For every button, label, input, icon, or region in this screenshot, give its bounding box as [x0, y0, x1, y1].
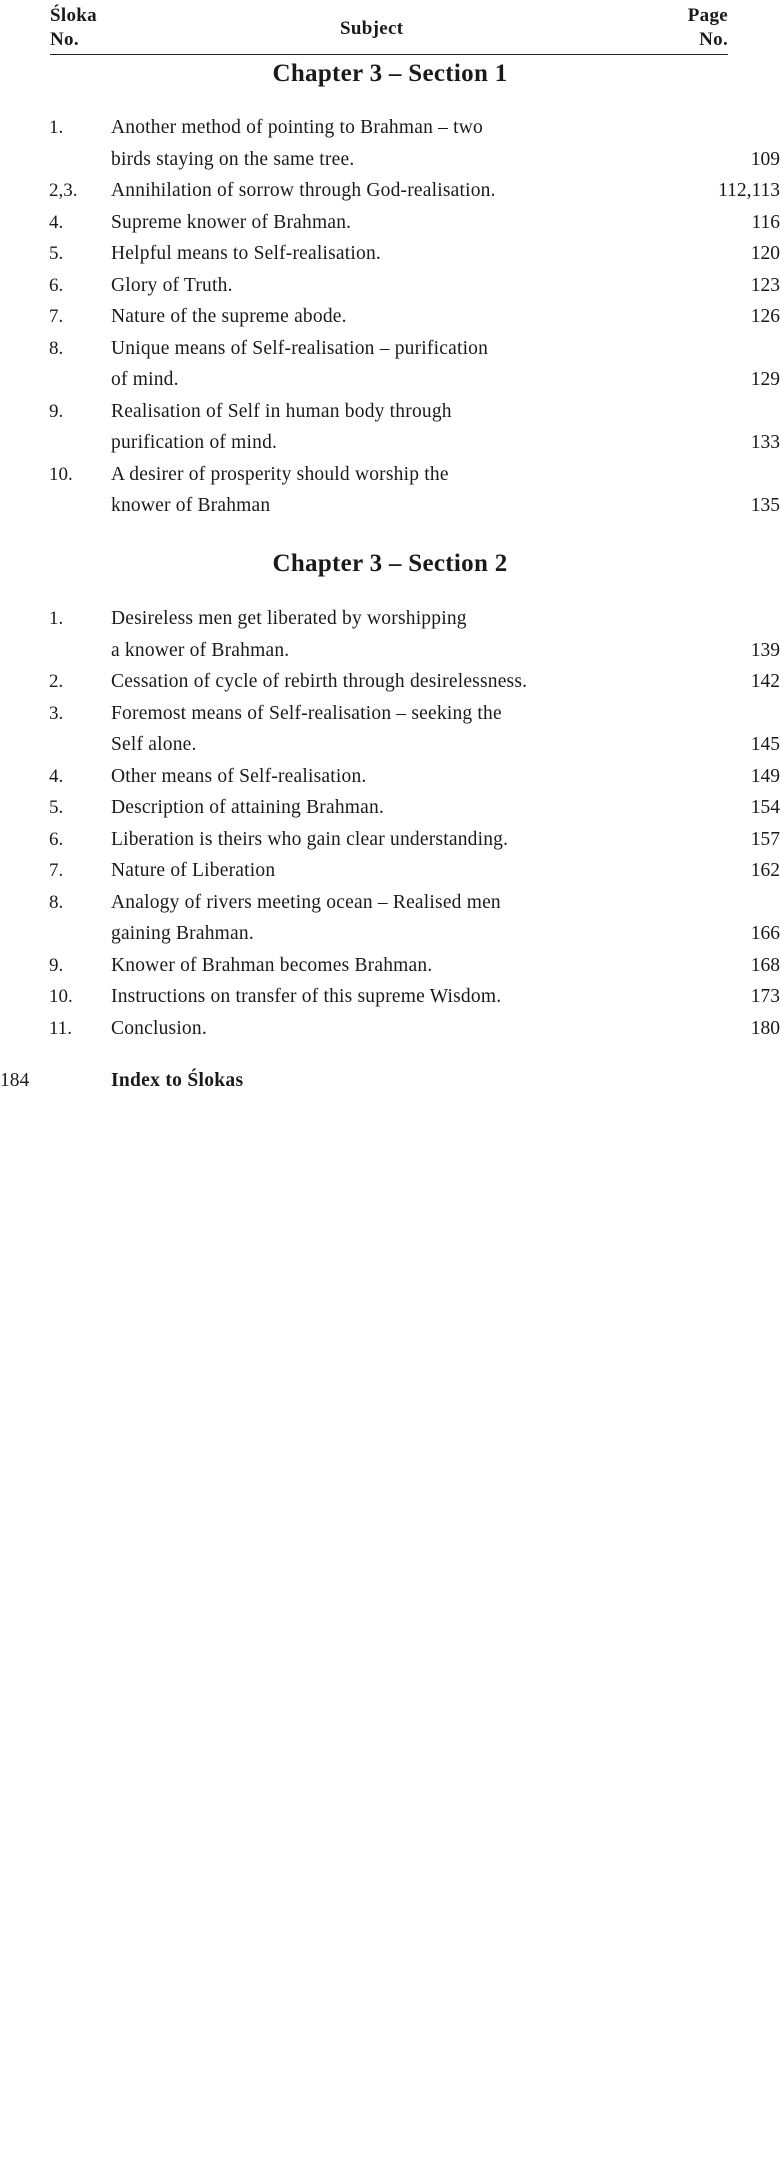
subject-line: Helpful means to Self-realisation. — [111, 243, 381, 264]
subject-line: Other means of Self-realisation. — [111, 765, 367, 787]
index-label: Index to Ślokas — [111, 1070, 244, 1091]
subject-line: Self alone. — [111, 734, 197, 755]
column-header-page-no — [688, 4, 728, 52]
column-header-page-line1: Page — [687, 5, 728, 26]
sloka-number: 7. — [49, 860, 64, 881]
section-1-title: Chapter 3 – Section 1 — [272, 60, 508, 87]
page-number: 166 — [750, 923, 780, 944]
page-number: 120 — [750, 243, 780, 264]
page-number: 180 — [750, 1017, 780, 1039]
sloka-number: 4. — [49, 765, 64, 787]
page-number: 162 — [750, 860, 780, 881]
toc-entry — [0, 207, 780, 239]
toc-entry — [0, 333, 780, 396]
subject-line: Realisation of Self in human body through — [111, 400, 452, 422]
sloka-number: 5. — [49, 243, 64, 264]
subject-line: Knower of Brahman becomes Brahman. — [111, 954, 433, 976]
subject-line: a knower of Brahman. — [111, 639, 290, 661]
page-number: 135 — [750, 495, 780, 516]
column-header-subject: Subject — [340, 18, 404, 39]
page-number: 133 — [750, 432, 780, 453]
subject-line: Conclusion. — [111, 1017, 207, 1039]
toc-entry — [0, 698, 780, 761]
toc-entry — [0, 855, 780, 887]
subject-line: A desirer of prosperity should worship the — [111, 463, 449, 485]
page-number: 116 — [751, 211, 780, 233]
page-number: 139 — [750, 639, 780, 661]
toc-entry — [0, 459, 780, 522]
sloka-number: 2. — [49, 671, 64, 692]
toc-entry — [0, 603, 780, 666]
subject-line: Unique means of Self-realisation – purification — [111, 337, 489, 359]
sloka-number: 4. — [49, 211, 64, 233]
sloka-number: 11. — [49, 1017, 73, 1039]
page-number: 129 — [750, 369, 780, 390]
toc-entry — [0, 301, 780, 333]
sloka-number: 6. — [49, 274, 64, 296]
sloka-number: 8. — [49, 337, 64, 359]
sloka-number: 9. — [49, 400, 64, 422]
subject-line: knower of Brahman — [111, 495, 271, 516]
subject-line: Desireless men get liberated by worshipping — [111, 608, 467, 629]
column-header-sloka-no — [50, 4, 97, 52]
sloka-number: 9. — [49, 954, 64, 976]
toc-entry — [0, 666, 780, 698]
toc-entry — [0, 981, 780, 1013]
subject-line: gaining Brahman. — [111, 923, 254, 944]
section-2-entries — [0, 603, 780, 1044]
page-number: 142 — [750, 671, 780, 692]
subject-line: Liberation is theirs who gain clear understanding. — [111, 828, 509, 850]
sloka-number: 3. — [49, 702, 64, 724]
toc-entry — [0, 396, 780, 459]
index-row — [0, 1065, 780, 1097]
page-number: 154 — [750, 797, 780, 818]
subject-line: birds staying on the same tree. — [111, 148, 355, 170]
page-number: 112,113 — [718, 180, 780, 201]
subject-line: Cessation of cycle of rebirth through desirelessness. — [111, 671, 528, 692]
sloka-number: 2,3. — [49, 180, 78, 201]
index-page-number: 184 — [0, 1070, 30, 1091]
page-number: 168 — [750, 954, 780, 976]
toc-entry — [0, 824, 780, 856]
section-2-title: Chapter 3 – Section 2 — [272, 550, 508, 577]
toc-entry — [0, 761, 780, 793]
sloka-number: 10. — [49, 463, 73, 485]
page-number: 126 — [750, 306, 780, 327]
sloka-number: 6. — [49, 828, 64, 850]
toc-entry — [0, 950, 780, 982]
subject-line: purification of mind. — [111, 432, 278, 453]
toc-entry — [0, 238, 780, 270]
sloka-number: 1. — [49, 608, 64, 629]
subject-line: Another method of pointing to Brahman – two — [111, 117, 484, 138]
page-number: 109 — [750, 148, 780, 170]
subject-line: Supreme knower of Brahman. — [111, 211, 352, 233]
page-number: 157 — [750, 828, 780, 850]
page-number: 145 — [750, 734, 780, 755]
subject-line: of mind. — [111, 369, 179, 390]
page-number: 149 — [750, 765, 780, 787]
header-rule — [50, 54, 728, 55]
sloka-number: 8. — [49, 891, 64, 913]
toc-entry — [0, 887, 780, 950]
column-header-page-line2: No. — [699, 29, 728, 50]
column-header-sloka-line2: No. — [50, 29, 79, 50]
sloka-number: 7. — [49, 306, 64, 327]
toc-entry — [0, 792, 780, 824]
subject-line: Annihilation of sorrow through God-realisation. — [111, 180, 496, 201]
subject-line: Nature of Liberation — [111, 860, 276, 881]
toc-entry — [0, 270, 780, 302]
sloka-number: 1. — [49, 117, 64, 138]
sloka-number: 10. — [49, 986, 73, 1007]
column-header-sloka-line1: Śloka — [50, 5, 97, 26]
subject-line: Foremost means of Self-realisation – seeking the — [111, 702, 502, 724]
page-number: 173 — [750, 986, 780, 1007]
sloka-number: 5. — [49, 797, 64, 818]
toc-entry — [0, 112, 780, 175]
toc-entry — [0, 1013, 780, 1045]
subject-line: Description of attaining Brahman. — [111, 797, 385, 818]
toc-entry — [0, 175, 780, 207]
subject-line: Glory of Truth. — [111, 274, 233, 296]
subject-line: Instructions on transfer of this supreme Wisdom. — [111, 986, 502, 1007]
subject-line: Analogy of rivers meeting ocean – Realised men — [111, 891, 501, 913]
page-number: 123 — [750, 274, 780, 296]
subject-line: Nature of the supreme abode. — [111, 306, 347, 327]
section-1-entries — [0, 112, 780, 522]
